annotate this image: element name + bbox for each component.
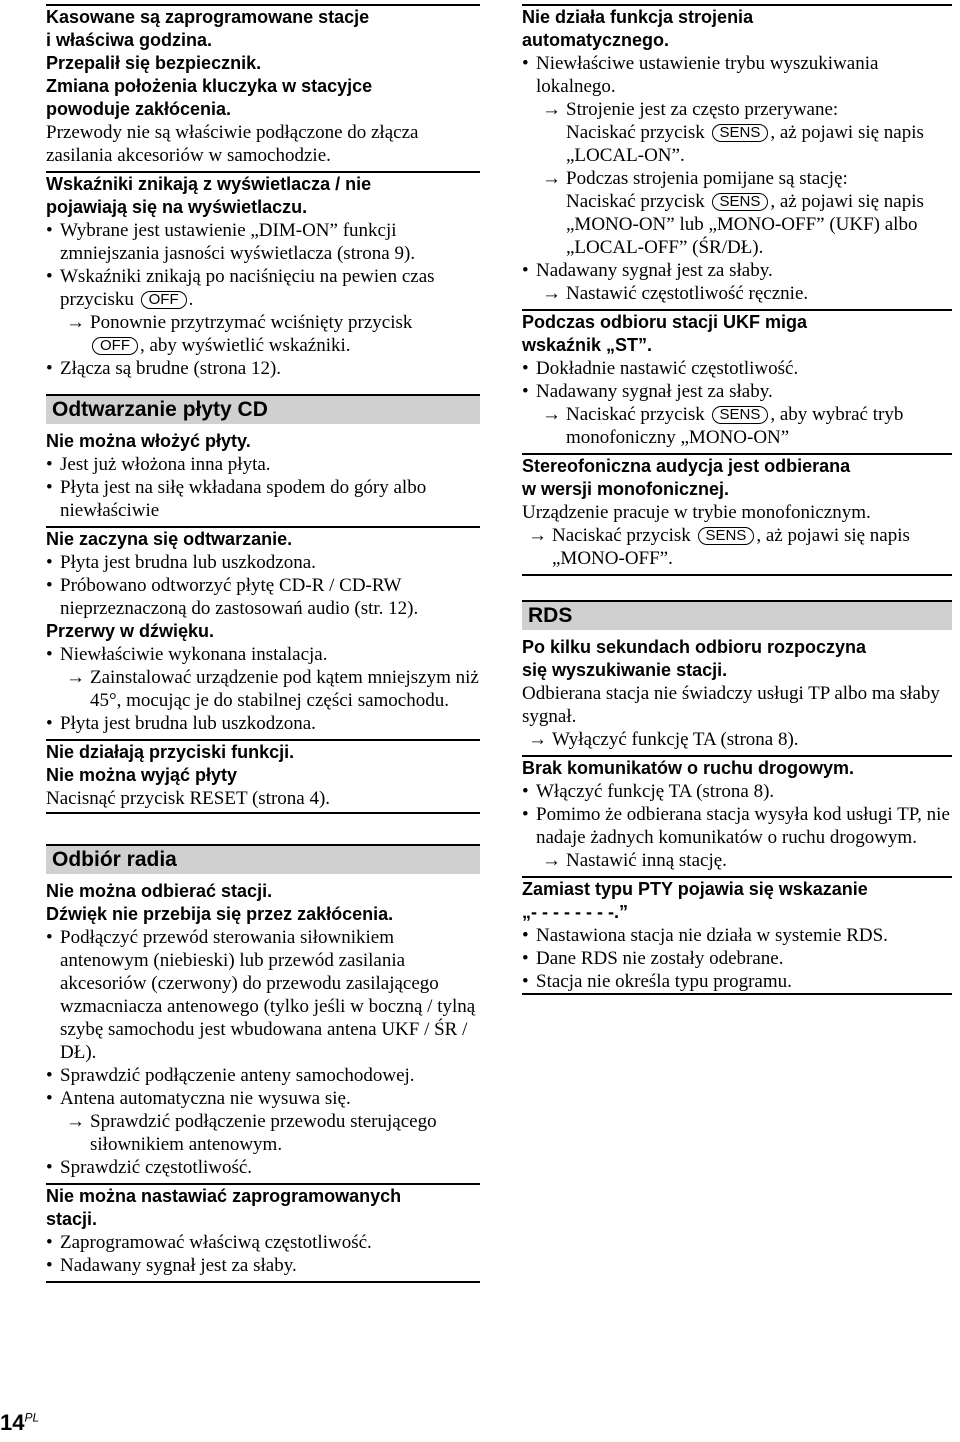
- arrow-icon: →: [66, 312, 85, 333]
- section-indicators: [46, 171, 480, 380]
- section-band-cd: Odtwarzanie płyty CD: [46, 394, 480, 424]
- list-item: • Sprawdzić częstotliwość.: [46, 1156, 480, 1179]
- section-radio-reception: [46, 880, 480, 1179]
- list-item: • Dane RDS nie zostały odebrane.: [522, 947, 952, 970]
- remedy-item: → Naciskać przycisk SENS , aż pojawi się napis „MONO-OFF”.: [528, 525, 910, 569]
- list-item: • Złącza są brudne (strona 12).: [46, 357, 480, 380]
- list-item: • Płyta jest brudna lub uszkodzona.: [46, 551, 480, 574]
- arrow-icon: →: [542, 168, 561, 189]
- section-traffic: [522, 755, 952, 872]
- paragraph: Odbierana stacja nie świadczy usługi TP albo ma słaby sygnał.: [522, 683, 940, 727]
- left-column: [46, 0, 480, 1283]
- heading: Stereofoniczna audycja jest odbierana w wersji monofonicznej.: [522, 456, 851, 499]
- remedy-item: → Nastawić częstotliwość ręcznie.: [542, 283, 809, 304]
- list-item: • Stacja nie określa typu programu.: [522, 970, 952, 993]
- list-item: • Pomimo że odbierana stacja wysyła kod usługi TP, nie nadaje żadnych komunikatów o ruchu drogowym.: [522, 803, 952, 849]
- heading: Nie działają przyciski funkcji.: [46, 742, 295, 762]
- heading: Nie działa funkcja strojenia automatycznego.: [522, 7, 754, 50]
- sens-button-label: SENS: [698, 527, 755, 545]
- heading: Przerwy w dźwięku.: [46, 621, 215, 641]
- heading: Nie można wyjąć płyty: [46, 765, 238, 785]
- arrow-icon: →: [528, 729, 547, 750]
- list-item: • Podłączyć przewód sterowania siłownikiem antenowym (niebieski) lub przewód zasilania akcesoriów (czerwony) do przewodu zasilającego wzmacniacza antenowego (tylko jeśli w boczną / tylną szybę samochodu jest wbudowana antena UKF / ŚR / DŁ).: [46, 926, 480, 1064]
- list-item: • Nadawany sygnał jest za słaby.: [522, 380, 952, 403]
- list-item: • Nastawiona stacja nie działa w systemie RDS.: [522, 924, 952, 947]
- heading: Podczas odbioru stacji UKF miga wskaźnik „ST”.: [522, 312, 808, 355]
- remedy-item: → Nastawić inną stację.: [542, 850, 727, 871]
- remedy-item: → Naciskać przycisk SENS , aby wybrać tryb monofoniczny „MONO-ON”: [542, 404, 904, 448]
- section-radio-presets: [46, 1183, 480, 1283]
- heading: Kasowane są zaprogramowane stacje i właściwa godzina.: [46, 7, 370, 50]
- list-item: • Próbowano odtworzyć płytę CD-R / CD-RW nieprzeznaczoną do zastosowań audio (str. 12).: [46, 574, 480, 620]
- sens-button-label: SENS: [712, 193, 769, 211]
- section-cd-insert: [46, 430, 480, 522]
- list-item: • Sprawdzić podłączenie anteny samochodowej.: [46, 1064, 480, 1087]
- arrow-icon: →: [528, 525, 547, 546]
- list-item: • Płyta jest brudna lub uszkodzona.: [46, 712, 480, 735]
- list-item: • Płyta jest na siłę wkładana spodem do góry albo niewłaściwie: [46, 476, 480, 522]
- arrow-icon: →: [542, 850, 561, 871]
- list-item: • Nadawany sygnał jest za słaby.: [46, 1254, 480, 1277]
- paragraph: Nacisnąć przycisk RESET (strona 4).: [46, 788, 331, 809]
- right-column: [522, 0, 952, 995]
- section-cd-buttons: [46, 739, 480, 814]
- remedy-item: → Wyłączyć funkcję TA (strona 8).: [528, 729, 799, 750]
- section-band-rds: RDS: [522, 600, 952, 630]
- heading: Brak komunikatów o ruchu drogowym.: [522, 758, 855, 778]
- section-pty: [522, 876, 952, 995]
- section-rds-search: [522, 636, 952, 751]
- arrow-icon: →: [66, 667, 85, 688]
- list-item: • Jest już włożona inna płyta.: [46, 453, 480, 476]
- sens-button-label: SENS: [712, 124, 769, 142]
- heading: Po kilku sekundach odbioru rozpoczyna się wyszukiwanie stacji.: [522, 637, 867, 680]
- remedy-item: → Strojenie jest za często przerywane: Naciskać przycisk SENS , aż pojawi się napis „LOCAL-ON”.: [542, 99, 924, 166]
- section-cd-playback: [46, 526, 480, 735]
- heading: Nie zaczyna się odtwarzanie.: [46, 529, 293, 549]
- page-number: $14^{PL}$: [0, 1410, 40, 1435]
- section-st-blinks: [522, 309, 952, 449]
- heading: Nie można odbierać stacji.: [46, 881, 273, 901]
- remedy-item: → Podczas strojenia pomijane są stację: Naciskać przycisk SENS , aż pojawi się napis „MONO-ON” lub „MONO-OFF” (UKF) albo „LOCAL-OFF” (ŚR/DŁ).: [542, 168, 924, 258]
- heading: Wskaźniki znikają z wyświetlacza / nie pojawiają się na wyświetlaczu.: [46, 174, 372, 217]
- heading: Nie można nastawiać zaprogramowanych stacji.: [46, 1186, 402, 1229]
- list-item: • Niewłaściwie wykonana instalacja.: [46, 643, 480, 666]
- remedy-item: → Zainstalować urządzenie pod kątem mniejszym niż 45°, mocując je do stabilnej części samochodu.: [66, 667, 479, 711]
- arrow-icon: →: [542, 283, 561, 304]
- list-item: • Nadawany sygnał jest za słaby.: [522, 259, 952, 282]
- remedy-item: → Ponownie przytrzymać wciśnięty przycisk OFF , aby wyświetlić wskaźniki.: [66, 312, 413, 356]
- section-presets-erased: [46, 4, 480, 167]
- heading: Nie można włożyć płyty.: [46, 431, 251, 451]
- list-item: • Zaprogramować właściwą częstotliwość.: [46, 1231, 480, 1254]
- off-button-label: OFF: [92, 337, 138, 355]
- heading: Zamiast typu PTY pojawia się wskazanie „- - - - - - - -.”: [522, 879, 868, 922]
- page-language: PL: [24, 1410, 40, 1425]
- remedy-item: → Sprawdzić podłączenie przewodu sterującego siłownikiem antenowym.: [66, 1111, 437, 1155]
- paragraph: Przewody nie są właściwie podłączone do złącza zasilania akcesoriów w samochodzie.: [46, 122, 419, 166]
- off-button-label: OFF: [141, 291, 187, 309]
- list-item: • Wskaźniki znikają po naciśnięciu na pewien czas przycisku OFF .: [46, 265, 480, 311]
- list-item: • Włączyć funkcję TA (strona 8).: [522, 780, 952, 803]
- sens-button-label: SENS: [712, 406, 769, 424]
- arrow-icon: →: [542, 404, 561, 425]
- list-item: • Dokładnie nastawić częstotliwość.: [522, 357, 952, 380]
- paragraph: Urządzenie pracuje w trybie monofonicznym.: [522, 502, 871, 523]
- section-band-radio: Odbiór radia: [46, 844, 480, 874]
- section-stereo-mono: [522, 453, 952, 576]
- heading: Przepalił się bezpiecznik.: [46, 53, 262, 73]
- list-item: • Niewłaściwe ustawienie trybu wyszukiwania lokalnego.: [522, 52, 952, 98]
- heading: Zmiana położenia kluczyka w stacyjce powoduje zakłócenia.: [46, 76, 373, 119]
- list-item: • Wybrane jest ustawienie „DIM-ON” funkcji zmniejszania jasności wyświetlacza (strona 9).: [46, 219, 480, 265]
- list-item: • Antena automatyczna nie wysuwa się.: [46, 1087, 480, 1110]
- heading: Dźwięk nie przebija się przez zakłócenia.: [46, 904, 394, 924]
- section-auto-tuning: [522, 4, 952, 305]
- arrow-icon: →: [542, 99, 561, 120]
- arrow-icon: →: [66, 1111, 85, 1132]
